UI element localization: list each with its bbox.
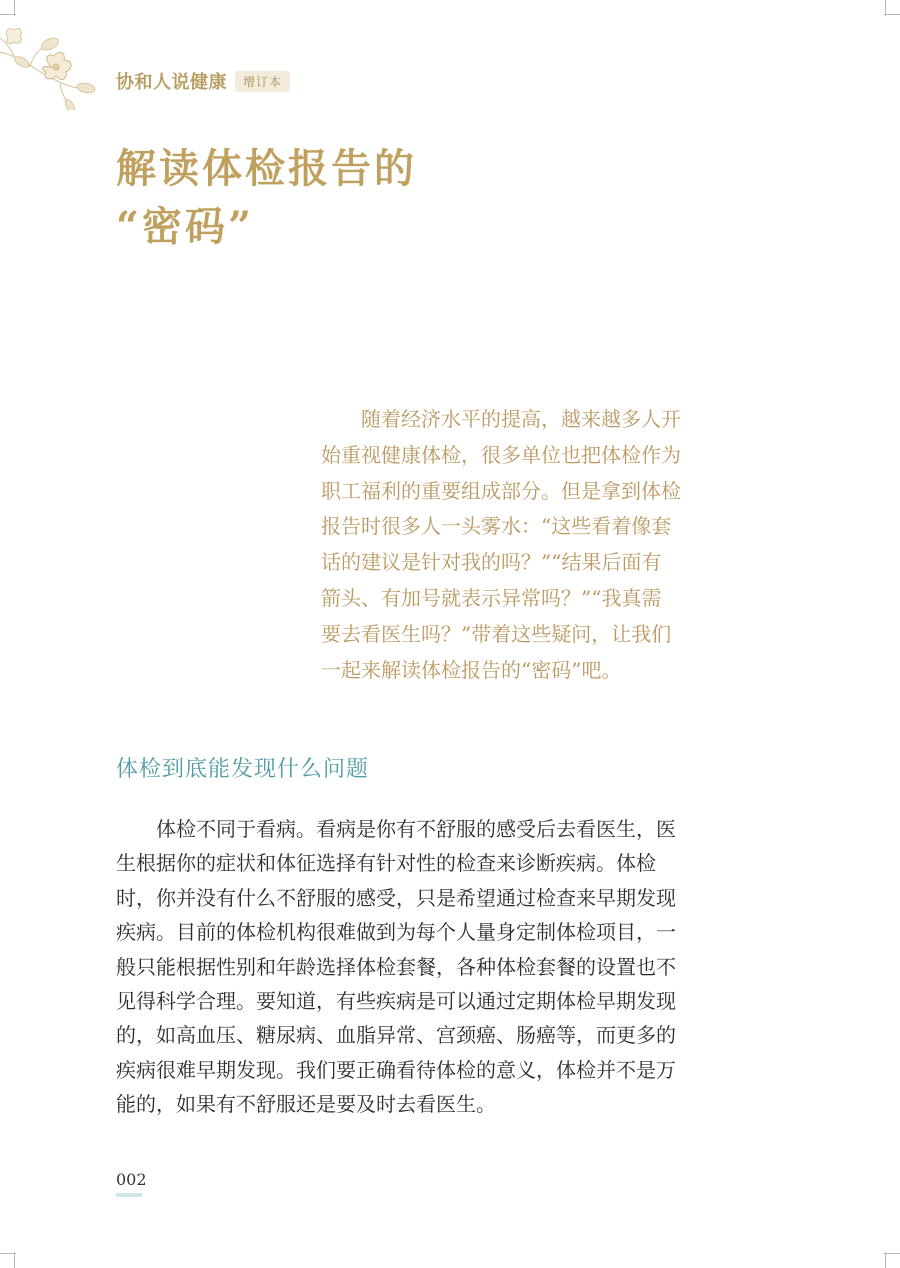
body-line: 时，你并没有什么不舒服的感受，只是希望通过检查来早期发现 [116, 885, 676, 910]
body-line: 的，如高血压、糖尿病、血脂异常、宫颈癌、肠癌等，而更多的 [116, 1023, 676, 1048]
body-paragraph [116, 812, 686, 1122]
edition-badge: 增订本 [235, 71, 290, 92]
section-heading: 体检到底能发现什么问题 [116, 757, 370, 782]
chapter-title-line-1: 解读体检报告的 [116, 145, 417, 192]
intro-line: 随着经济水平的提高，越来越多人开 [321, 407, 681, 431]
crop-mark-top-right-v [885, 0, 886, 16]
page-number: 002 [116, 1170, 147, 1189]
magnolia-branch-icon [0, 22, 110, 110]
intro-line: 一起来解读体检报告的“密码”吧。 [321, 657, 622, 682]
intro-line: 报告时很多人一头雾水：“这些看着像套 [321, 514, 672, 539]
body-line: 疾病很难早期发现。我们要正确看待体检的意义，体检并不是万 [116, 1057, 676, 1082]
book-title: 协和人说健康 [116, 72, 227, 93]
intro-line: 职工福利的重要组成部分。但是拿到体检 [321, 478, 681, 503]
body-line: 体检不同于看病。看病是你有不舒服的感受后去看医生，医 [116, 817, 676, 841]
body-line: 般只能根据性别和年龄选择体检套餐，各种体检套餐的设置也不 [116, 954, 676, 979]
body-line: 能的，如果有不舒服还是要及时去看医生。 [116, 1092, 496, 1117]
crop-mark-bottom-right-v [885, 1252, 886, 1268]
page-number-underline [116, 1193, 142, 1197]
crop-mark-top-left-v [14, 0, 15, 16]
intro-line: 话的建议是针对我的吗？”“结果后面有 [321, 550, 662, 575]
chapter-title-line-2: “密码” [116, 203, 255, 250]
intro-line: 始重视健康体检，很多单位也把体检作为 [321, 442, 681, 467]
intro-line: 要去看医生吗？”带着这些疑问，让我们 [321, 621, 672, 646]
crop-mark-bottom-left-v [14, 1252, 15, 1268]
body-line: 疾病。目前的体检机构很难做到为每个人量身定制体检项目，一 [116, 920, 676, 945]
running-header [116, 68, 290, 94]
body-line: 生根据你的症状和体征选择有针对性的检查来诊断疾病。体检 [116, 851, 656, 876]
body-line: 见得科学合理。要知道，有些疾病是可以通过定期体检早期发现 [116, 989, 676, 1014]
crop-mark-top-right-h [884, 14, 900, 15]
intro-line: 箭头、有加号就表示异常吗？”“我真需 [321, 585, 662, 610]
intro-paragraph [321, 402, 681, 688]
chapter-title [116, 140, 417, 256]
crop-mark-bottom-right-h [884, 1253, 900, 1254]
